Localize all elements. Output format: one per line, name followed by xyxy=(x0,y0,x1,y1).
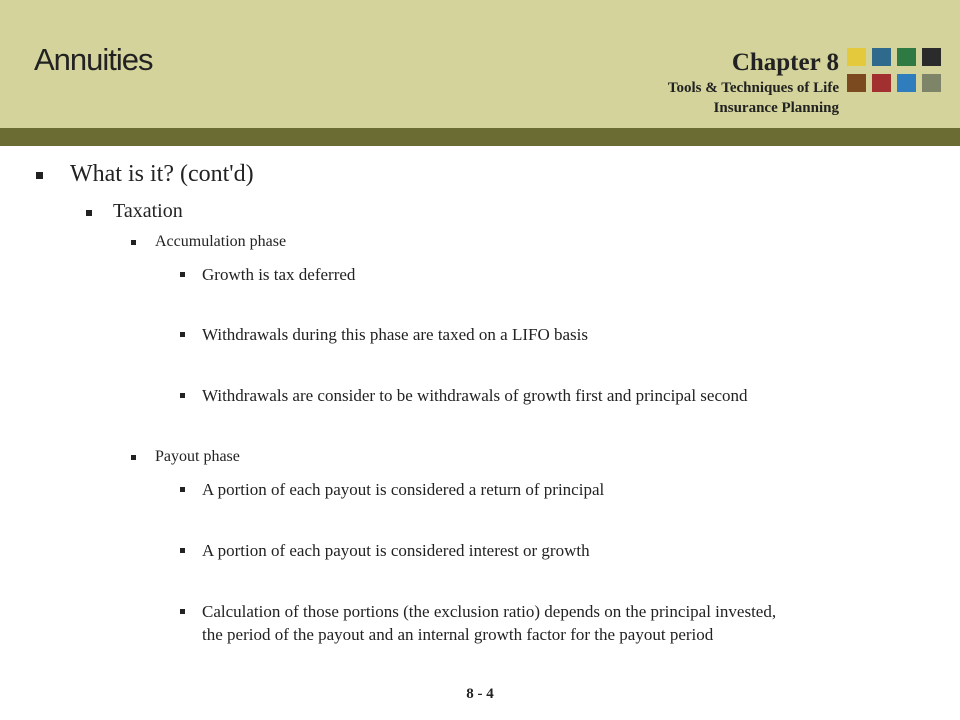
bullet-payout-item-line2: the period of the payout and an internal growth factor for the payout period xyxy=(202,625,714,644)
bullet-marker xyxy=(180,548,185,553)
bullet-level1: What is it? (cont'd) xyxy=(70,161,254,187)
bullet-payout-heading: Payout phase xyxy=(155,448,240,465)
slide-title: Annuities xyxy=(34,42,153,77)
bullet-marker xyxy=(86,210,92,216)
bullet-marker xyxy=(36,172,43,179)
bullet-marker xyxy=(131,240,136,245)
bullet-accumulation-item: Growth is tax deferred xyxy=(202,265,356,284)
bullet-level2: Taxation xyxy=(113,200,183,222)
bullet-marker xyxy=(131,455,136,460)
bullet-payout-item-line1: Calculation of those portions (the exclusion ratio) depends on the principal invested, xyxy=(202,602,777,621)
bullet-marker xyxy=(180,393,185,398)
book-title-line1: Tools & Techniques of Life xyxy=(667,80,839,96)
bullet-accumulation-heading: Accumulation phase xyxy=(155,233,287,250)
bullet-payout-item: A portion of each payout is considered a return of principal xyxy=(202,480,605,499)
bullet-payout-item: A portion of each payout is considered interest or growth xyxy=(202,541,590,560)
bullet-accumulation-item: Withdrawals during this phase are taxed on a LIFO basis xyxy=(202,325,588,344)
page-number: 8 - 4 xyxy=(466,686,494,702)
chapter-number: Chapter 8 xyxy=(731,49,839,76)
bullet-marker xyxy=(180,332,185,337)
bullet-marker xyxy=(180,487,185,492)
bullet-marker xyxy=(180,272,185,277)
book-title-line2: Insurance Planning xyxy=(713,100,839,116)
bullet-accumulation-item: Withdrawals are consider to be withdrawals of growth first and principal second xyxy=(202,386,748,405)
bullet-marker xyxy=(180,609,185,614)
